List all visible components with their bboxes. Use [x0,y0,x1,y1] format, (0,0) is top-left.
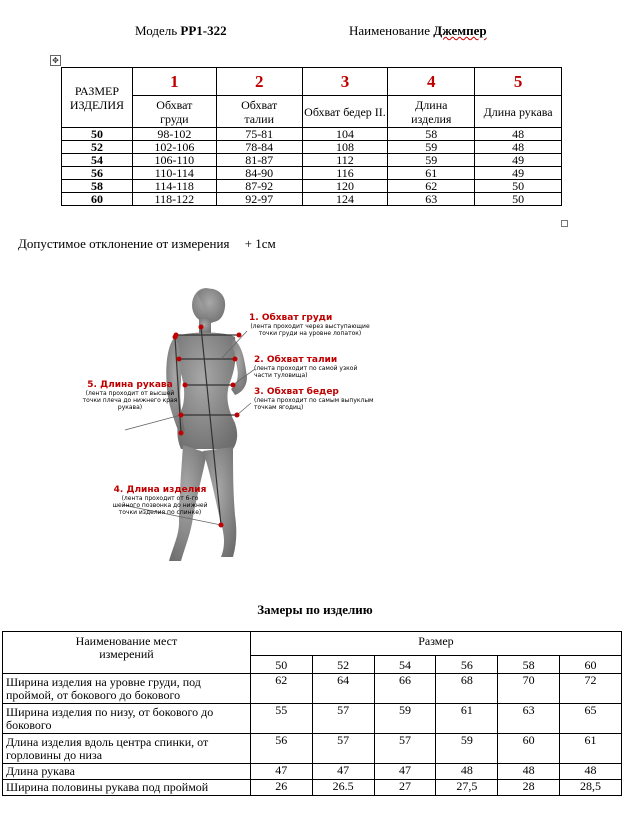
size-cell: 50 [62,128,133,141]
measurement-value: 59 [374,704,436,734]
measurement-value: 28,5 [560,780,622,796]
size-cell: 54 [62,154,133,167]
measurement-value: 27 [374,780,436,796]
tolerance-line [18,236,276,252]
measurement-value: 47 [312,764,374,780]
measurement-value: 48 [436,764,498,780]
value-cell: 49 [475,167,562,180]
measurement-value: 72 [560,674,622,704]
column-number: 2 [216,68,302,96]
value-cell: 120 [302,180,388,193]
size-cell: 60 [62,193,133,206]
measurement-value: 28 [498,780,560,796]
value-cell: 116 [302,167,388,180]
value-cell: 58 [388,128,475,141]
value-cell: 102-106 [132,141,216,154]
value-cell: 75-81 [216,128,302,141]
value-cell: 110-114 [132,167,216,180]
column-label: Обхват бедер II. [302,96,388,128]
measurement-value: 60 [498,734,560,764]
column-number: 4 [388,68,475,96]
size-cell: 52 [62,141,133,154]
measurement-value: 70 [498,674,560,704]
product-name-label: Наименование [349,23,430,38]
size-row [62,128,562,141]
figure-label-chest: 1. Обхват груди (лента проходит через выступающие точки груди на уровне лопаток) [249,313,370,337]
figure-label-waist: 2. Обхват талии (лента проходит по самой узкой части туловища) [254,355,358,379]
value-cell: 59 [388,141,475,154]
table-row [3,734,622,764]
measurement-value: 59 [436,734,498,764]
product-name-value: Джемпер [433,23,487,38]
measurement-name: Ширина половины рукава под проймой [3,780,251,796]
table-move-handle-icon[interactable]: ✥ [50,55,61,66]
value-cell: 62 [388,180,475,193]
value-cell: 49 [475,154,562,167]
value-cell: 81-87 [216,154,302,167]
model-label: Модель [135,23,178,38]
value-cell: 92-97 [216,193,302,206]
measurement-name: Длина рукава [3,764,251,780]
value-cell: 78-84 [216,141,302,154]
meas-size-header: Размер [250,632,621,656]
measurement-value: 63 [498,704,560,734]
model-line [135,23,227,39]
meas-name-header: Наименование мест измерений [3,632,251,674]
column-number: 1 [132,68,216,96]
value-cell: 48 [475,141,562,154]
measurement-value: 47 [250,764,312,780]
table-row [3,764,622,780]
size-header-cell: 54 [374,656,436,674]
measurement-value: 57 [312,734,374,764]
value-cell: 59 [388,154,475,167]
tolerance-text: Допустимое отклонение от измерения [18,236,230,251]
value-cell: 114-118 [132,180,216,193]
size-chart-table [61,67,562,206]
measurement-value: 64 [312,674,374,704]
measurements-title: Замеры по изделию [257,602,373,617]
measurement-value: 68 [436,674,498,704]
column-label: Обхват груди [132,96,216,128]
measurement-value: 47 [374,764,436,780]
size-header-cell: 52 [312,656,374,674]
size-header-cell: 60 [560,656,622,674]
size-row [62,180,562,193]
measurement-name: Ширина изделия по низу, от бокового до бокового [3,704,251,734]
value-cell: 108 [302,141,388,154]
measurement-value: 61 [560,734,622,764]
measurement-value: 66 [374,674,436,704]
measurement-name: Ширина изделия на уровне груди, под проймой, от бокового до бокового [3,674,251,704]
value-cell: 87-92 [216,180,302,193]
size-header-cell: 56 [436,656,498,674]
table-row [3,704,622,734]
size-table-corner: РАЗМЕР ИЗДЕЛИЯ [62,68,133,128]
size-cell: 56 [62,167,133,180]
value-cell: 61 [388,167,475,180]
column-number: 5 [475,68,562,96]
size-row [62,141,562,154]
measurement-value: 26 [250,780,312,796]
column-label: Длина рукава [475,96,562,128]
silhouette [166,288,247,561]
measurement-value: 55 [250,704,312,734]
measurements-table [2,631,622,796]
measurement-name: Длина изделия вдоль центра спинки, от горловины до низа [3,734,251,764]
figure-label-hips: 3. Обхват бедер (лента проходит по самым выпуклым точкам ягодиц) [254,387,374,411]
table-row [3,780,622,796]
column-label: Обхват талии [216,96,302,128]
measurement-value: 62 [250,674,312,704]
value-cell: 84-90 [216,167,302,180]
product-name-line [349,23,487,39]
size-header-cell: 58 [498,656,560,674]
tolerance-value: + 1см [244,236,276,251]
value-cell: 98-102 [132,128,216,141]
size-row [62,154,562,167]
column-label: Длина изделия [388,96,475,128]
value-cell: 50 [475,193,562,206]
measurement-value: 56 [250,734,312,764]
value-cell: 104 [302,128,388,141]
size-row [62,167,562,180]
measurement-value: 61 [436,704,498,734]
value-cell: 112 [302,154,388,167]
measurement-value: 57 [312,704,374,734]
value-cell: 48 [475,128,562,141]
value-cell: 63 [388,193,475,206]
figure-label-length: 4. Длина изделия (лента проходит от 6-го шейного позвонка до нижней точки изделия по спинке) [112,485,208,516]
value-cell: 106-110 [132,154,216,167]
table-row [3,674,622,704]
size-header-cell: 50 [250,656,312,674]
value-cell: 50 [475,180,562,193]
measurement-value: 57 [374,734,436,764]
measurement-value: 48 [498,764,560,780]
measurement-value: 26.5 [312,780,374,796]
measurement-value: 48 [560,764,622,780]
measurement-value: 27,5 [436,780,498,796]
figure-label-sleeve: 5. Длина рукава (лента проходит от высшей точки плеча до нижнего края рукава) [82,380,178,411]
measurement-value: 65 [560,704,622,734]
table-resize-handle[interactable] [561,220,568,227]
value-cell: 118-122 [132,193,216,206]
column-number: 3 [302,68,388,96]
size-cell: 58 [62,180,133,193]
value-cell: 124 [302,193,388,206]
size-row [62,193,562,206]
model-value: PP1-322 [180,23,227,38]
